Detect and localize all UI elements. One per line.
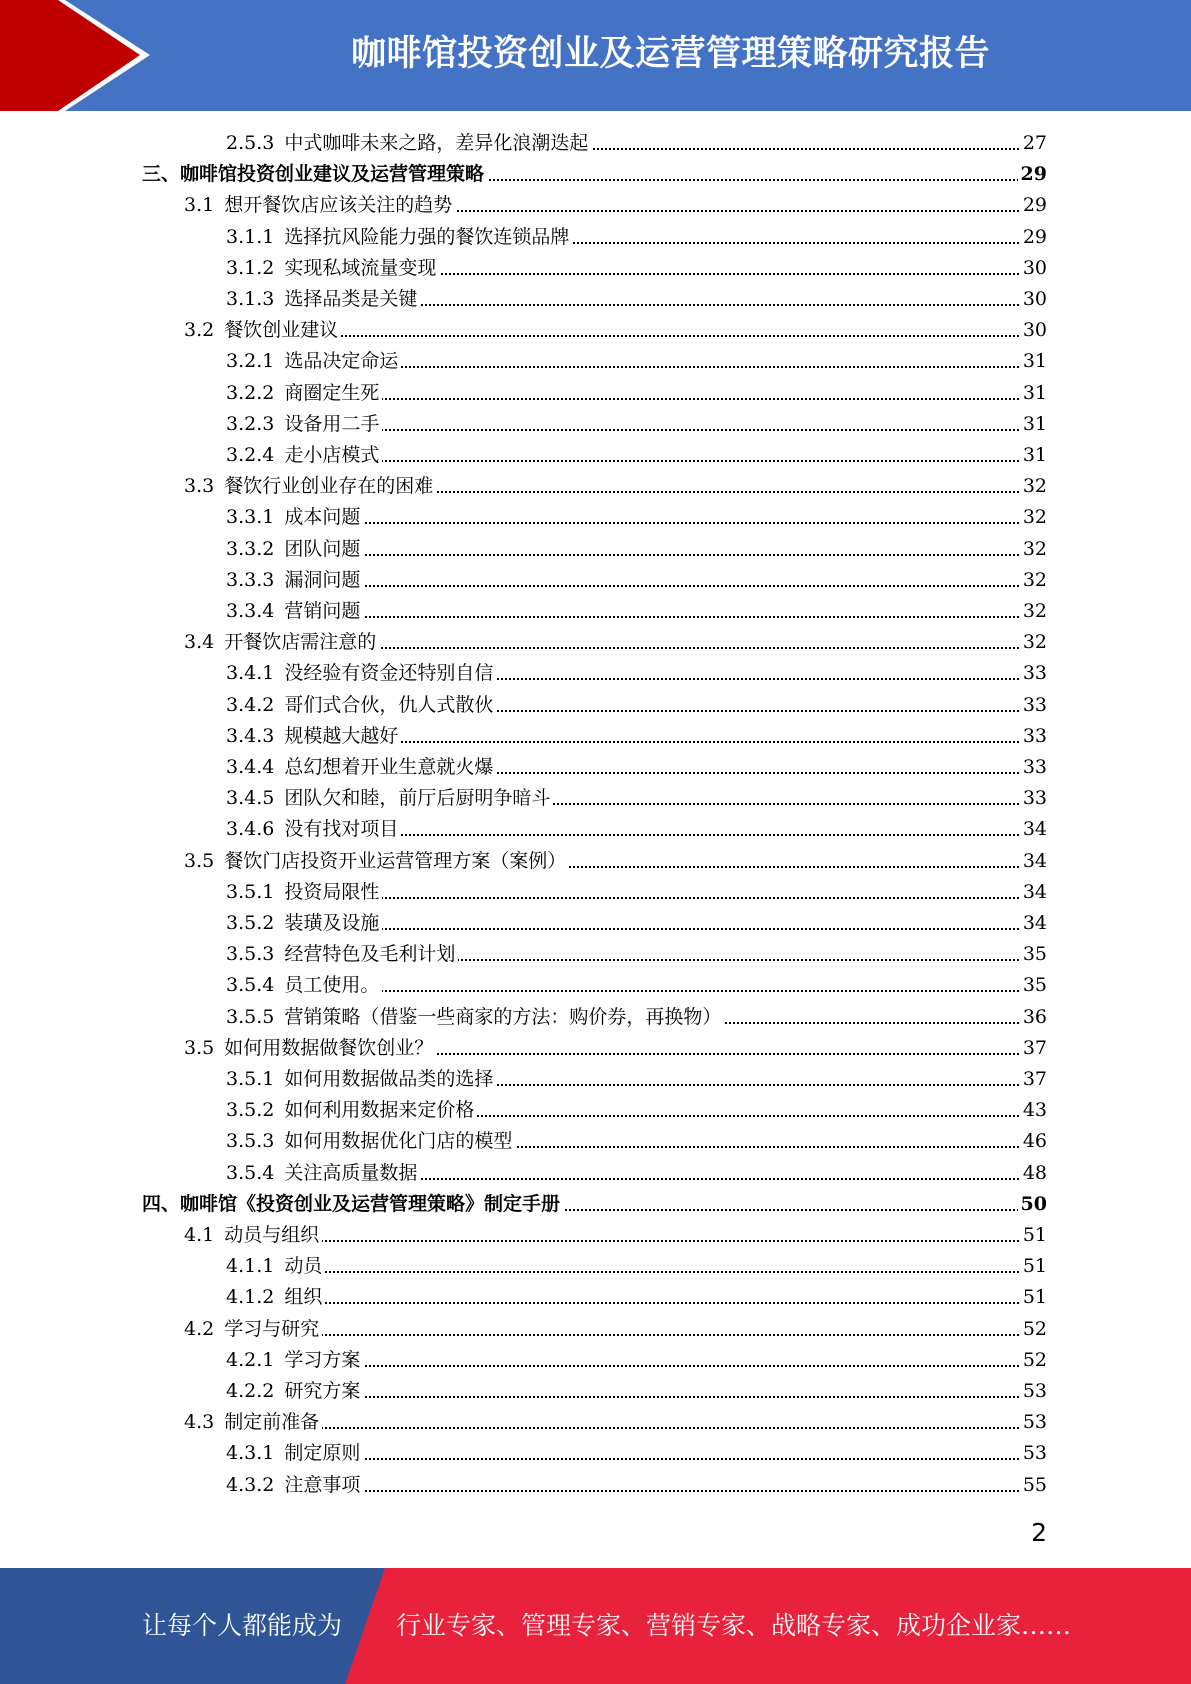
toc-entry-label — [226, 409, 382, 440]
toc-entry-page: 27 — [1020, 128, 1047, 159]
toc-entry-page: 48 — [1020, 1158, 1047, 1189]
toc-entry-number: 3.5 — [184, 849, 215, 872]
toc-entry-number: 4.3.2 — [226, 1473, 275, 1496]
toc-entry-number: 3.1.1 — [226, 225, 275, 248]
toc-entry-title: 如何用数据优化门店的模型 — [284, 1130, 513, 1153]
toc-entry-label — [226, 783, 553, 814]
toc-entry-label — [226, 1438, 363, 1469]
toc-entry-title: 成本问题 — [284, 506, 361, 529]
toc-entry-number: 3.4.3 — [226, 724, 275, 747]
toc-entry[interactable] — [0, 1314, 1191, 1345]
toc-entry-label — [226, 658, 496, 689]
toc-entry-number: 3.2.2 — [226, 381, 275, 404]
toc-entry-title: 三、咖啡馆投资创业建议及运营管理策略 — [142, 163, 485, 186]
toc-entry-page: 30 — [1020, 253, 1047, 284]
toc-entry-title: 注意事项 — [284, 1473, 361, 1496]
toc-entry-title: 商圈定生死 — [284, 381, 380, 404]
toc-entry[interactable] — [0, 315, 1191, 346]
toc-entry-title: 团队欠和睦，前厅后厨明争暗斗 — [284, 787, 551, 810]
toc-entry-title: 选择品类是关键 — [284, 288, 418, 310]
toc-entry-number: 3.3.2 — [226, 537, 275, 560]
toc-entry-number: 3.5.2 — [226, 912, 275, 934]
toc-entry-title: 漏洞问题 — [284, 568, 361, 591]
toc-entry[interactable] — [0, 752, 1191, 783]
toc-entry-title: 动员与组织 — [224, 1224, 320, 1246]
toc-entry-label — [184, 471, 436, 502]
toc-entry-number: 3.5.3 — [226, 1130, 275, 1153]
toc-entry-number: 3.2 — [184, 319, 215, 342]
toc-entry-page: 36 — [1020, 1002, 1047, 1033]
toc-entry[interactable] — [0, 939, 1191, 970]
toc-entry-label — [184, 190, 455, 221]
toc-entry-page: 31 — [1020, 409, 1047, 440]
page-number: 2 — [1031, 1518, 1047, 1547]
toc-entry-page: 31 — [1020, 440, 1047, 471]
toc-entry-title: 营销策略（借鉴一些商家的方法：购价券，再换物） — [284, 1005, 722, 1028]
toc-entry-page: 30 — [1020, 284, 1047, 315]
toc-entry-page: 31 — [1020, 378, 1047, 409]
toc-entry-number: 4.2.2 — [226, 1380, 275, 1402]
toc-entry-page: 32 — [1020, 565, 1047, 596]
toc-entry-label — [226, 1002, 724, 1033]
toc-entry-title: 选品决定命运 — [284, 350, 399, 373]
toc-entry-label — [226, 1376, 363, 1407]
toc-entry-label — [184, 1220, 322, 1251]
toc-entry-title: 装璜及设施 — [284, 912, 380, 934]
toc-entry-number: 3.5.5 — [226, 1005, 275, 1028]
toc-entry-number: 3.5.2 — [226, 1099, 275, 1122]
toc-entry[interactable] — [0, 284, 1191, 315]
toc-entry-label — [226, 128, 591, 159]
toc-entry-label — [226, 1095, 477, 1126]
toc-entry-title: 经营特色及毛利计划 — [284, 943, 456, 966]
toc-entry-label — [226, 690, 496, 721]
toc-entry-page: 34 — [1020, 908, 1047, 939]
toc-entry-title: 没有找对项目 — [284, 818, 399, 841]
toc-entry[interactable] — [0, 1345, 1191, 1376]
toc-entry[interactable] — [0, 1282, 1191, 1313]
toc-entry-number: 3.4.6 — [226, 818, 275, 841]
toc-entry[interactable] — [0, 783, 1191, 814]
toc-entry-number: 3.5.1 — [226, 1068, 275, 1090]
toc-entry-page: 53 — [1020, 1438, 1047, 1469]
toc-entry-title: 研究方案 — [284, 1380, 361, 1402]
toc-entry-label — [226, 1345, 363, 1376]
toc-entry[interactable] — [0, 409, 1191, 440]
toc-entry[interactable] — [0, 690, 1191, 721]
toc-entry[interactable] — [0, 378, 1191, 409]
toc-entry[interactable] — [0, 253, 1191, 284]
toc-entry-number: 3.2.3 — [226, 412, 275, 435]
toc-entry-page: 53 — [1020, 1376, 1047, 1407]
toc-entry[interactable] — [0, 565, 1191, 596]
toc-entry-title: 规模越大越好 — [284, 724, 399, 747]
toc-entry-title: 总幻想着开业生意就火爆 — [284, 756, 494, 778]
toc-entry-label — [226, 534, 363, 565]
toc-entry-label — [226, 1064, 496, 1095]
toc-entry-number: 4.1.2 — [226, 1286, 275, 1309]
toc-entry-page: 50 — [1018, 1189, 1047, 1220]
toc-entry-label — [184, 1033, 436, 1064]
toc-entry-page: 34 — [1020, 877, 1047, 908]
toc-entry-label — [184, 315, 341, 346]
toc-entry-page: 30 — [1020, 315, 1047, 346]
toc-entry[interactable] — [0, 1002, 1191, 1033]
page-header — [0, 0, 1191, 111]
toc-entry-number: 3.1 — [184, 194, 215, 217]
toc-entry-page: 31 — [1020, 346, 1047, 377]
toc-entry-page: 32 — [1020, 534, 1047, 565]
toc-entry-title: 餐饮行业创业存在的困难 — [224, 475, 434, 498]
toc-entry-number: 3.3.1 — [226, 506, 275, 529]
toc-entry-number: 4.2 — [184, 1317, 215, 1340]
toc-entry[interactable] — [0, 1470, 1191, 1501]
toc-entry-label — [226, 1126, 515, 1157]
toc-entry[interactable] — [0, 970, 1191, 1001]
toc-entry[interactable] — [0, 128, 1191, 159]
toc-entry-title: 员工使用。 — [284, 974, 380, 997]
toc-entry[interactable] — [0, 596, 1191, 627]
toc-dot-leader — [226, 1271, 1047, 1273]
toc-entry-page: 32 — [1020, 502, 1047, 533]
footer-slogan-left: 让每个人都能成为 — [142, 1611, 343, 1640]
toc-entry-title: 想开餐饮店应该关注的趋势 — [224, 194, 453, 217]
toc-entry[interactable] — [0, 1126, 1191, 1157]
toc-entry[interactable] — [0, 502, 1191, 533]
toc-entry-label — [184, 846, 569, 877]
toc-entry-page: 33 — [1020, 690, 1047, 721]
toc-entry-title: 中式咖啡未来之路，差异化浪潮迭起 — [284, 132, 589, 154]
toc-entry-number: 3.3 — [184, 475, 215, 498]
toc-entry[interactable] — [0, 159, 1191, 190]
toc-entry-title: 组织 — [284, 1286, 323, 1309]
toc-entry-label — [226, 346, 401, 377]
toc-entry-number: 3.4.5 — [226, 787, 275, 810]
toc-entry[interactable] — [0, 1033, 1191, 1064]
toc-entry-label — [226, 502, 363, 533]
toc-entry-number: 3.2.1 — [226, 350, 275, 373]
toc-entry-label — [226, 1282, 325, 1313]
toc-entry-title: 走小店模式 — [284, 444, 380, 466]
toc-entry[interactable] — [0, 908, 1191, 939]
toc-entry-title: 哥们式合伙，仇人式散伙 — [284, 693, 494, 716]
page-footer — [0, 1568, 1191, 1684]
toc-entry[interactable] — [0, 1064, 1191, 1095]
toc-entry-title: 如何用数据做品类的选择 — [284, 1068, 494, 1090]
toc-entry-title: 实现私域流量变现 — [284, 256, 437, 279]
toc-entry-label — [226, 378, 382, 409]
toc-entry-number: 3.3.4 — [226, 600, 275, 622]
toc-entry-page: 53 — [1020, 1407, 1047, 1438]
toc-entry-page: 52 — [1020, 1314, 1047, 1345]
toc-entry-number: 3.4.1 — [226, 662, 275, 685]
toc-entry-number: 2.5.3 — [226, 132, 275, 154]
toc-entry-page: 43 — [1020, 1095, 1047, 1126]
toc-entry[interactable] — [0, 471, 1191, 502]
toc-entry-number: 3.5.3 — [226, 943, 275, 966]
toc-entry-label — [226, 752, 496, 783]
toc-entry-title: 没经验有资金还特别自信 — [284, 662, 494, 685]
toc-entry-page: 51 — [1020, 1282, 1047, 1313]
toc-entry-label — [226, 1158, 420, 1189]
toc-entry-title: 餐饮门店投资开业运营管理方案（案例） — [224, 849, 567, 872]
toc-entry-number: 3.5.4 — [226, 974, 275, 997]
toc-entry[interactable] — [0, 814, 1191, 845]
toc-entry[interactable] — [0, 877, 1191, 908]
toc-entry[interactable] — [0, 658, 1191, 689]
footer-slogan-right: 行业专家、管理专家、营销专家、战略专家、成功企业家…… — [396, 1611, 1072, 1640]
toc-entry-page: 51 — [1020, 1251, 1047, 1282]
toc-entry-title: 制定前准备 — [224, 1411, 320, 1434]
toc-entry-page: 33 — [1020, 783, 1047, 814]
toc-entry[interactable] — [0, 1220, 1191, 1251]
toc-entry-label — [226, 1251, 325, 1282]
toc-entry-label — [226, 284, 420, 315]
toc-entry-number: 3.3.3 — [226, 568, 275, 591]
toc-dot-leader — [226, 1302, 1047, 1304]
toc-entry-number: 3.1.2 — [226, 256, 275, 279]
toc-entry-label — [226, 814, 401, 845]
toc-entry-title: 团队问题 — [284, 537, 361, 560]
toc-entry-label — [226, 721, 401, 752]
toc-entry-number: 4.3.1 — [226, 1442, 275, 1465]
toc-entry-label — [226, 1470, 363, 1501]
toc-entry[interactable] — [0, 534, 1191, 565]
toc-entry-label — [226, 253, 439, 284]
toc-entry-title: 关注高质量数据 — [284, 1161, 418, 1184]
toc-entry-page: 33 — [1020, 752, 1047, 783]
toc-entry-page: 32 — [1020, 471, 1047, 502]
toc-entry-label — [226, 908, 382, 939]
toc-entry-title: 设备用二手 — [284, 412, 380, 435]
toc-entry[interactable] — [0, 1251, 1191, 1282]
toc-entry-label — [184, 627, 379, 658]
toc-entry-number: 3.5 — [184, 1036, 215, 1059]
toc-entry[interactable] — [0, 1438, 1191, 1469]
toc-entry[interactable] — [0, 1189, 1191, 1220]
toc-entry-title: 动员 — [284, 1255, 323, 1278]
toc-entry-page: 46 — [1020, 1126, 1047, 1157]
toc-entry-number: 4.1 — [184, 1224, 215, 1246]
report-title: 咖啡馆投资创业及运营管理策略研究报告 — [350, 34, 990, 74]
toc-entry-number: 3.1.3 — [226, 288, 275, 310]
toc-entry-page: 55 — [1020, 1470, 1047, 1501]
toc-entry-number: 3.4.4 — [226, 756, 275, 778]
toc-entry[interactable] — [0, 1376, 1191, 1407]
toc-entry-page: 32 — [1020, 596, 1047, 627]
toc-entry[interactable] — [0, 721, 1191, 752]
toc-entry-page: 29 — [1020, 222, 1047, 253]
toc-entry-page: 29 — [1018, 159, 1047, 190]
toc-entry-page: 52 — [1020, 1345, 1047, 1376]
toc-entry-page: 37 — [1020, 1033, 1047, 1064]
toc-entry-label — [184, 1314, 322, 1345]
toc-entry[interactable] — [0, 440, 1191, 471]
toc-entry-label — [226, 596, 363, 627]
toc-entry-label — [226, 440, 382, 471]
toc-entry[interactable] — [0, 1407, 1191, 1438]
toc-entry-label — [226, 222, 572, 253]
toc-entry-title: 如何用数据做餐饮创业？ — [224, 1036, 434, 1059]
toc-entry[interactable] — [0, 1095, 1191, 1126]
toc-entry-label — [142, 1189, 563, 1220]
toc-entry-label — [226, 939, 458, 970]
toc-entry-title: 投资局限性 — [284, 880, 380, 903]
toc-entry-page: 34 — [1020, 814, 1047, 845]
toc-entry-page: 34 — [1020, 846, 1047, 877]
toc-entry[interactable] — [0, 1158, 1191, 1189]
toc-entry-label — [226, 565, 363, 596]
toc-entry-title: 营销问题 — [284, 600, 361, 622]
toc-entry-number: 4.3 — [184, 1411, 215, 1434]
toc-entry[interactable] — [0, 190, 1191, 221]
toc-entry-page: 29 — [1020, 190, 1047, 221]
toc-entry-page: 37 — [1020, 1064, 1047, 1095]
toc-entry[interactable] — [0, 346, 1191, 377]
toc-entry-number: 3.4 — [184, 631, 215, 654]
toc-entry-number: 3.5.4 — [226, 1161, 275, 1184]
toc-entry[interactable] — [0, 846, 1191, 877]
toc-entry-number: 3.4.2 — [226, 693, 275, 716]
header-chevron-icon — [0, 0, 160, 111]
toc-entry-label — [226, 877, 382, 908]
toc-entry-label — [184, 1407, 322, 1438]
toc-entry-page: 35 — [1020, 970, 1047, 1001]
toc-entry-number: 3.5.1 — [226, 880, 275, 903]
toc-entry-title: 如何利用数据来定价格 — [284, 1099, 475, 1122]
toc-entry-title: 餐饮创业建议 — [224, 319, 339, 342]
toc-entry-number: 3.2.4 — [226, 444, 275, 466]
toc-entry-label — [142, 159, 487, 190]
toc-entry-number: 4.2.1 — [226, 1348, 275, 1371]
toc-entry-page: 32 — [1020, 627, 1047, 658]
toc-entry-page: 33 — [1020, 721, 1047, 752]
toc-entry-page: 51 — [1020, 1220, 1047, 1251]
toc-entry-title: 学习与研究 — [224, 1317, 320, 1340]
toc-entry-title: 制定原则 — [284, 1442, 361, 1465]
toc-entry[interactable] — [0, 222, 1191, 253]
toc-entry-number: 4.1.1 — [226, 1255, 275, 1278]
toc-entry-title: 选择抗风险能力强的餐饮连锁品牌 — [284, 225, 570, 248]
toc-entry-title: 开餐饮店需注意的 — [224, 631, 377, 654]
toc-entry-page: 33 — [1020, 658, 1047, 689]
toc-entry[interactable] — [0, 627, 1191, 658]
toc-entry-label — [226, 970, 382, 1001]
toc-entry-title: 学习方案 — [284, 1348, 361, 1371]
toc-entry-title: 四、咖啡馆《投资创业及运营管理策略》制定手册 — [142, 1192, 561, 1215]
toc-entry-page: 35 — [1020, 939, 1047, 970]
